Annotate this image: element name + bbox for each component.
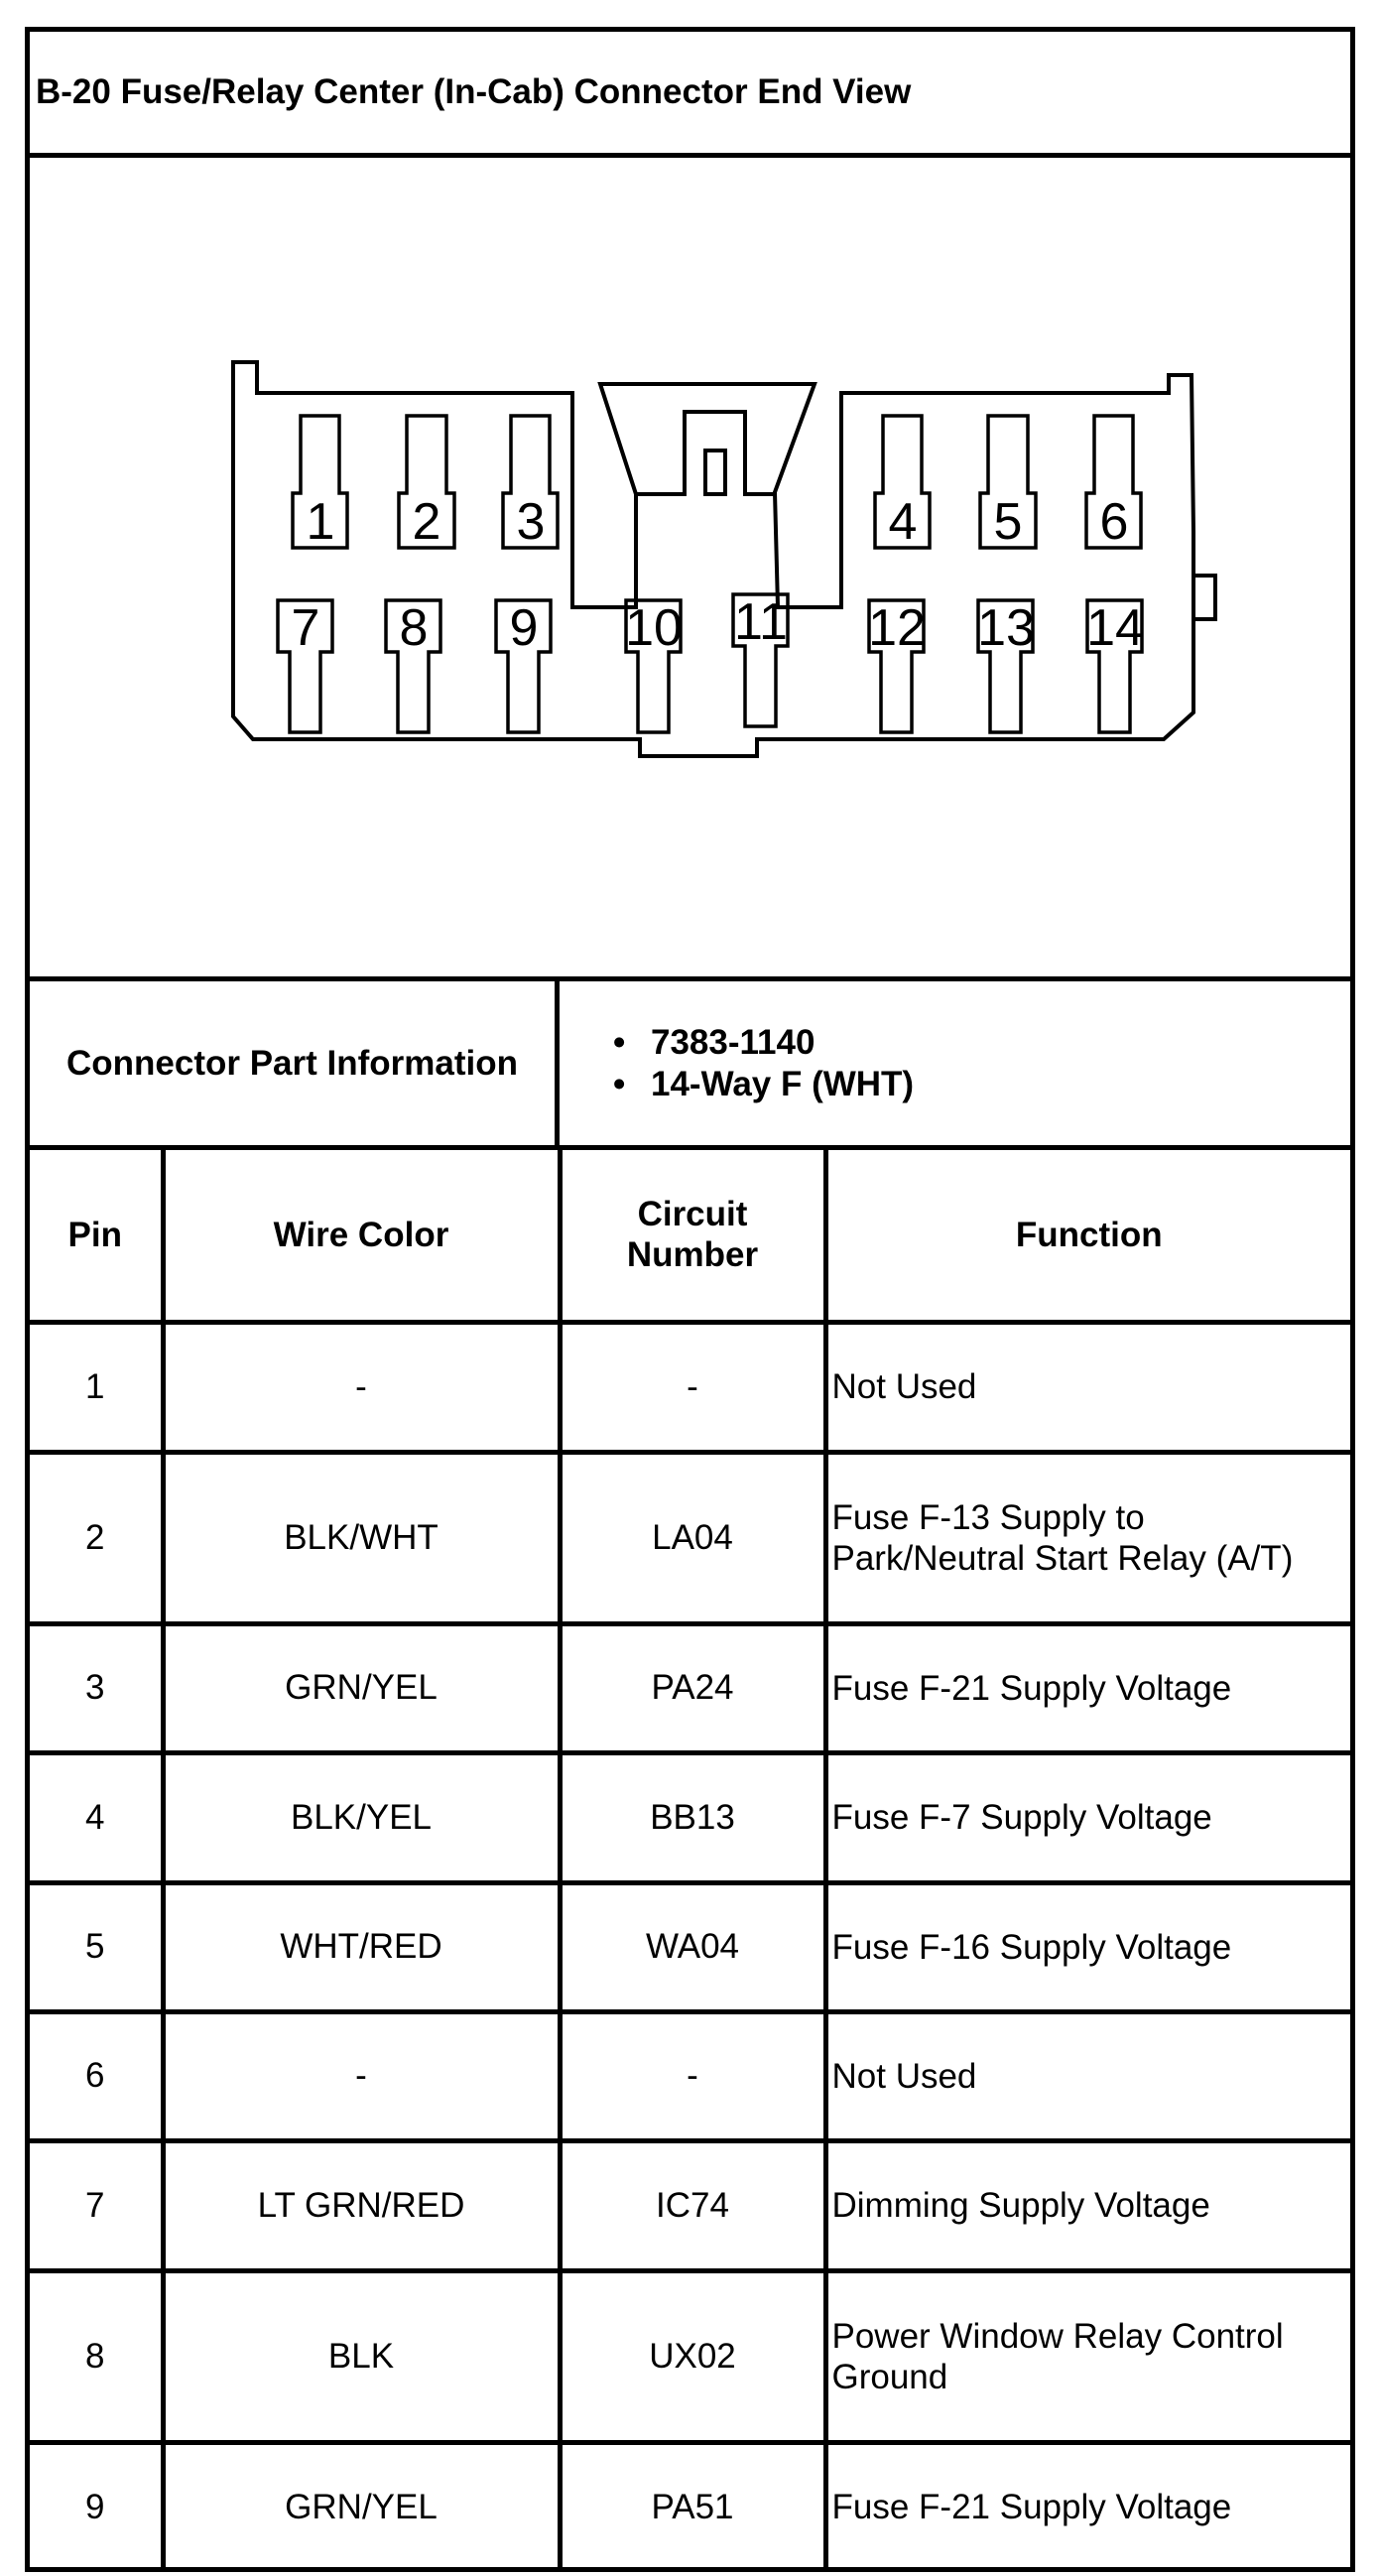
wire-color-cell: - (163, 1322, 560, 1452)
pin-cell: 6 (30, 2011, 163, 2140)
pin-label-7: 7 (291, 599, 320, 657)
pin-cell: 9 (30, 2442, 163, 2570)
function-line: Fuse F-21 Supply Voltage (831, 1668, 1232, 1708)
circuit-cell: - (560, 2011, 825, 2140)
pin-label-3: 3 (516, 493, 546, 551)
housing-outline (233, 362, 1193, 756)
pin-cell: 3 (30, 1623, 163, 1752)
function-line: Not Used (831, 1367, 977, 1406)
pin-label-1: 1 (306, 493, 335, 551)
title-text: B-20 Fuse/Relay Center (In-Cab) Connector End View (36, 72, 912, 111)
pin-cell: 2 (30, 1452, 163, 1623)
pin-table-header-row (30, 1150, 1350, 1322)
function-cell (825, 2270, 1350, 2442)
table-row (30, 1752, 1350, 1882)
page-title (30, 32, 1350, 158)
table-row (30, 2011, 1350, 2140)
connector-housing (233, 362, 1215, 756)
table-row (30, 1882, 1350, 2011)
pin-label-11: 11 (734, 593, 788, 651)
side-latch (1193, 576, 1215, 619)
circuit-cell: IC74 (560, 2140, 825, 2270)
connector-type-item: • 14-Way F (WHT) (651, 1064, 1350, 1105)
table-row (30, 1322, 1350, 1452)
pin-labels (292, 493, 1144, 657)
connector-end-view-diagram (30, 158, 1350, 976)
circuit-cell: WA04 (560, 1882, 825, 2011)
pin-label-12: 12 (868, 599, 926, 657)
function-line: Ground (831, 2357, 948, 2396)
table-row (30, 2442, 1350, 2570)
table-row (30, 1623, 1350, 1752)
wire-color-cell: GRN/YEL (163, 1623, 560, 1752)
wire-color-cell: BLK/YEL (163, 1752, 560, 1882)
pin-label-2: 2 (412, 493, 441, 551)
pin-label-5: 5 (993, 493, 1023, 551)
pin-cell: 1 (30, 1322, 163, 1452)
pin-cell: 4 (30, 1752, 163, 1882)
connector-sheet (25, 27, 1355, 2572)
connector-part-information-list (560, 981, 1350, 1145)
circuit-cell: LA04 (560, 1452, 825, 1623)
header-pin: Pin (30, 1150, 163, 1322)
pin-table (30, 1150, 1350, 2570)
table-row (30, 2270, 1350, 2442)
header-circuit-line2: Number (626, 1235, 759, 1275)
table-row (30, 2140, 1350, 2270)
connector-part-information-row (30, 981, 1350, 1150)
pin-label-13: 13 (977, 599, 1035, 657)
part-number-item: • 7383-1140 (651, 1022, 1350, 1064)
function-cell (825, 1882, 1350, 2011)
function-line: Power Window Relay Control (831, 2316, 1284, 2356)
function-cell (825, 1752, 1350, 1882)
wire-color-cell: BLK (163, 2270, 560, 2442)
wire-color-cell: - (163, 2011, 560, 2140)
circuit-cell: - (560, 1322, 825, 1452)
header-circuit-line1: Circuit (637, 1195, 748, 1234)
function-line: Dimming Supply Voltage (831, 2186, 1210, 2225)
header-function: Function (825, 1150, 1350, 1322)
pin-cell: 8 (30, 2270, 163, 2442)
pin-label-14: 14 (1086, 599, 1144, 657)
wire-color-cell: LT GRN/RED (163, 2140, 560, 2270)
function-line: Fuse F-13 Supply to (831, 1497, 1145, 1537)
wire-color-cell: GRN/YEL (163, 2442, 560, 2570)
function-line: Fuse F-7 Supply Voltage (831, 1798, 1212, 1837)
function-cell (825, 2140, 1350, 2270)
pin-cell: 7 (30, 2140, 163, 2270)
circuit-cell: PA51 (560, 2442, 825, 2570)
pin-label-8: 8 (399, 599, 429, 657)
function-cell (825, 2442, 1350, 2570)
circuit-cell: PA24 (560, 1623, 825, 1752)
connector-diagram-cell (30, 158, 1350, 981)
circuit-cell: UX02 (560, 2270, 825, 2442)
function-cell (825, 1322, 1350, 1452)
wire-color-cell: WHT/RED (163, 1882, 560, 2011)
function-line: Fuse F-21 Supply Voltage (831, 2488, 1232, 2527)
pin-label-6: 6 (1099, 493, 1129, 551)
center-latch-slot (705, 451, 725, 494)
header-circuit-number (560, 1150, 825, 1322)
circuit-cell: BB13 (560, 1752, 825, 1882)
function-cell (825, 2011, 1350, 2140)
pin-label-10: 10 (625, 599, 683, 657)
function-line: Park/Neutral Start Relay (A/T) (831, 1538, 1294, 1578)
function-cell (825, 1452, 1350, 1623)
pin-label-9: 9 (509, 599, 539, 657)
function-line: Fuse F-16 Supply Voltage (831, 1927, 1232, 1967)
function-line: Not Used (831, 2056, 977, 2096)
table-row (30, 1452, 1350, 1623)
header-wire-color: Wire Color (163, 1150, 560, 1322)
function-cell (825, 1623, 1350, 1752)
pin-label-4: 4 (888, 493, 918, 551)
wire-color-cell: BLK/WHT (163, 1452, 560, 1623)
pin-cell: 5 (30, 1882, 163, 2011)
connector-part-information-label: Connector Part Information (30, 981, 560, 1145)
